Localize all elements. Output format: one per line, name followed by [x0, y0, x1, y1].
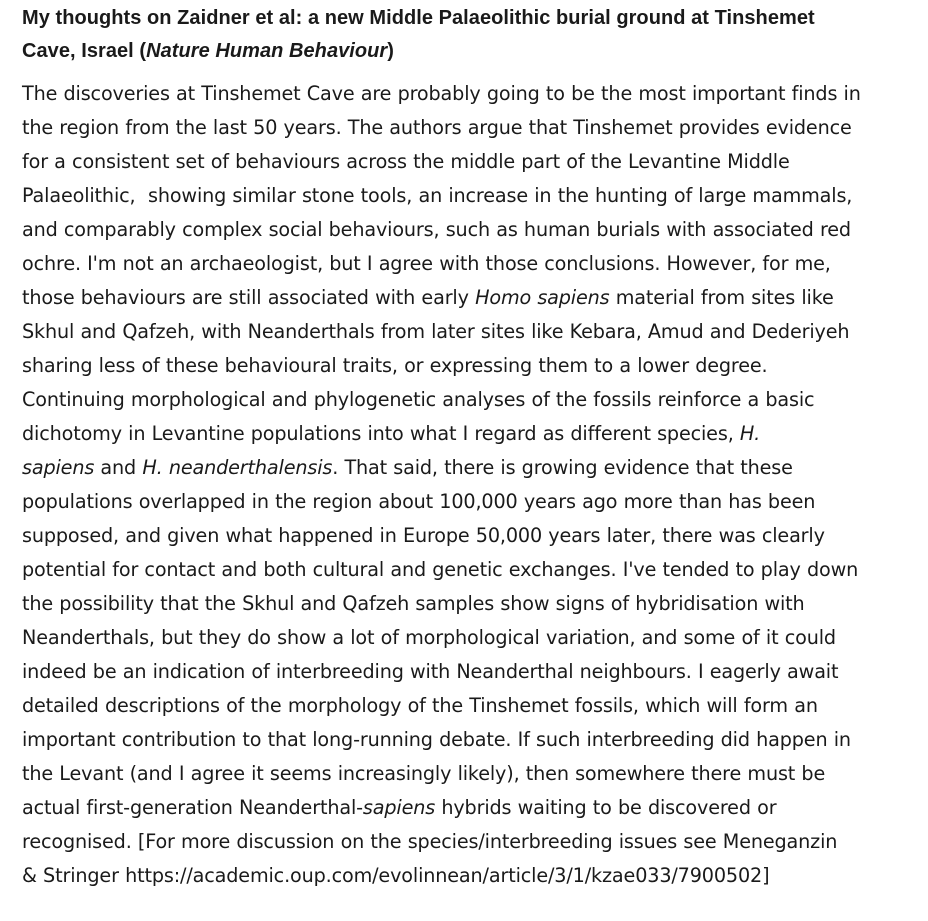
- body-text-segment: for a consistent set of behaviours across the middle part of the Levantine Middle: [22, 150, 790, 173]
- body-text-segment: Continuing morphological and phylogenetic analyses of the fossils reinforce a basic: [22, 388, 815, 411]
- italic-term: Homo sapiens: [475, 286, 610, 309]
- body-line: [22, 179, 922, 213]
- document: [22, 2, 922, 893]
- body-text-segment: important contribution to that long-running debate. If such interbreeding did happen in: [22, 728, 851, 751]
- body-text-segment: actual first-generation Neanderthal-: [22, 796, 363, 819]
- body-text-segment: potential for contact and both cultural and genetic exchanges. I've tended to play down: [22, 558, 859, 581]
- italic-term: sapiens: [362, 796, 436, 819]
- body-line: [22, 621, 922, 655]
- body-line: [22, 553, 922, 587]
- body-text-segment: ochre. I'm not an archaeologist, but I agree with those conclusions. However, for me,: [22, 252, 831, 275]
- body-line: [22, 519, 922, 553]
- body-text-segment: and comparably complex social behaviours, such as human burials with associated red: [22, 218, 851, 241]
- body-text-segment: material from sites like: [609, 286, 834, 309]
- body-line: [22, 451, 922, 485]
- body-text-segment: detailed descriptions of the morphology of the Tinshemet fossils, which will form an: [22, 694, 818, 717]
- title-line-1: My thoughts on Zaidner et al: a new Middle Palaeolithic burial ground at Tinshemet: [22, 7, 815, 29]
- body-text-segment: dichotomy in Levantine populations into what I regard as different species,: [22, 422, 740, 445]
- body-line: [22, 111, 922, 145]
- body-text-segment: hybrids waiting to be discovered or: [435, 796, 777, 819]
- body-line: [22, 689, 922, 723]
- body-text-segment: recognised. [For more discussion on the species/interbreeding issues see Meneganzin: [22, 830, 838, 853]
- journal-name: Nature Human Behaviour: [146, 40, 388, 62]
- body-text-segment: The discoveries at Tinshemet Cave are probably going to be the most important finds in: [22, 82, 861, 105]
- body-line: [22, 655, 922, 689]
- body-line: [22, 349, 922, 383]
- title-line-2: [22, 35, 922, 68]
- body-line: [22, 145, 922, 179]
- title-line-2-suffix: ): [387, 40, 394, 62]
- italic-term: H.: [739, 422, 761, 445]
- body-text-segment: those behaviours are still associated with early: [22, 286, 476, 309]
- body-text-segment: the Levant (and I agree it seems increasingly likely), then somewhere there must be: [22, 762, 826, 785]
- body-line: [22, 417, 922, 451]
- body-text-segment: populations overlapped in the region about 100,000 years ago more than has been: [22, 490, 816, 513]
- body-text-segment: sharing less of these behavioural traits, or expressing them to a lower degree.: [22, 354, 768, 377]
- body-line: [22, 757, 922, 791]
- body-line: [22, 825, 922, 859]
- title-line-2-prefix: Cave, Israel (: [22, 40, 147, 62]
- body-text-segment: the possibility that the Skhul and Qafzeh samples show signs of hybridisation with: [22, 592, 805, 615]
- body-line: [22, 281, 922, 315]
- body-line: [22, 315, 922, 349]
- body-text-segment: Skhul and Qafzeh, with Neanderthals from later sites like Kebara, Amud and Dederiyeh: [22, 320, 850, 343]
- body-line: [22, 213, 922, 247]
- body-text-segment: . That said, there is growing evidence that these: [332, 456, 793, 479]
- body-line: [22, 791, 922, 825]
- body-line: [22, 587, 922, 621]
- body-text-segment: Palaeolithic, showing similar stone tools, an increase in the hunting of large mammals,: [22, 184, 853, 207]
- body-text-segment: indeed be an indication of interbreeding with Neanderthal neighbours. I eagerly await: [22, 660, 839, 683]
- body-text-segment: Neanderthals, but they do show a lot of morphological variation, and some of it could: [22, 626, 836, 649]
- italic-term: sapiens: [22, 456, 95, 479]
- article-body: [22, 77, 922, 893]
- body-line: [22, 77, 922, 111]
- body-text-segment: and: [94, 456, 143, 479]
- body-text-segment: & Stringer https://academic.oup.com/evolinnean/article/3/1/kzae033/7900502]: [22, 864, 770, 887]
- body-text-segment: the region from the last 50 years. The authors argue that Tinshemet provides evidence: [22, 116, 852, 139]
- body-line: [22, 247, 922, 281]
- body-line: [22, 485, 922, 519]
- body-line: [22, 723, 922, 757]
- article-title: [22, 2, 922, 68]
- body-line: [22, 859, 922, 893]
- italic-term: H. neanderthalensis: [142, 456, 333, 479]
- body-line: [22, 383, 922, 417]
- body-text-segment: supposed, and given what happened in Europe 50,000 years later, there was clearly: [22, 524, 825, 547]
